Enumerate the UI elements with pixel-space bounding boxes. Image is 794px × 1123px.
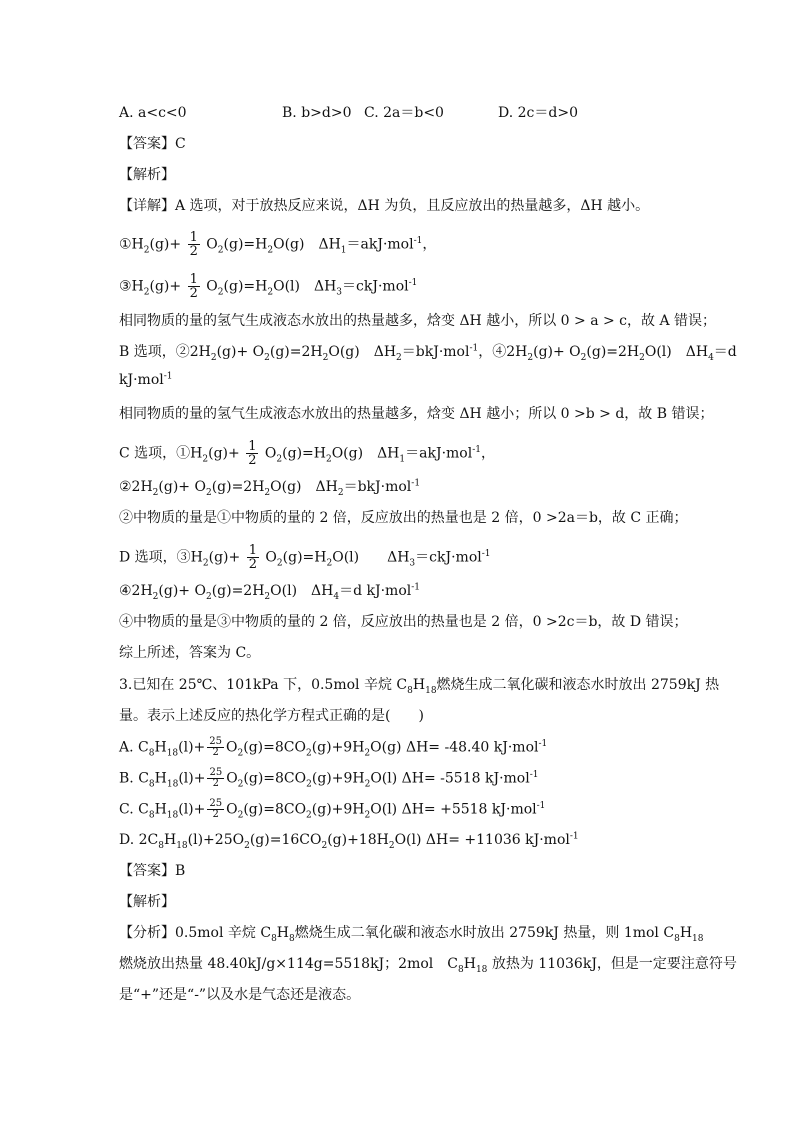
q3-option-c: C. $C_8H_{18}(l)+$ $\frac{25}{2}$ $O_2(g)=8CO_2(g)+9H_2O(l)$ ΔH= +5518 kJ·mol$^{-1}$ — [119, 798, 546, 821]
q3-answer-label: 【答案】B — [119, 863, 186, 879]
line-b-equations: B 选项，$②2H_2(g)+ O_2(g)=2H_2O(g)$ $\Delta H_2=bkJ\cdot mol^{-1}$，$④2H_2(g)+ O_2(g)=2H_2O(l)$ $\Delta H_4=d$ — [119, 343, 737, 363]
option-b: B. b>d>0 — [282, 105, 352, 121]
option-a: A. a<c<0 — [119, 105, 187, 121]
q3-fenxi-line-1: 【分析】0.5mol 辛烷 $C_8H_8$燃烧生成二氧化碳和液态水时放出 2759kJ 热量，则 1mol $C_8H_{18}$ — [119, 925, 704, 944]
line-c-conclusion: ②中物质的量是①中物质的量的 2 倍，反应放出的热量也是 2 倍，0 >2a＝b，故 C 正确； — [119, 510, 688, 526]
q3-option-d: D. $2C_8H_{18}(l)+25O_2(g)=16CO_2(g)+18H_2O(l)$ ΔH= +11036 kJ·mol$^{-1}$ — [119, 831, 579, 851]
equation-1: $①H_2(g)+$ $\frac{1}{2}$ $O_2(g)=H_2O(g)$ $\Delta H_1=akJ\cdot mol^{-1}$， — [119, 230, 437, 259]
line-c-equation-1: C 选项，$①H_2(g)+$ $\frac{1}{2}$ $O_2(g)=H_2O(g)$ $\Delta H_1=akJ\cdot mol^{-1}$， — [119, 439, 495, 468]
line-b-conclusion: 相同物质的量的氢气生成液态水放出的热量越多，焓变 ΔH 越小；所以 0 >b > d，故 B 错误； — [119, 406, 714, 422]
q3-fenxi-line-2: 燃烧放出热量 48.40kJ/g×114g=5518kJ；2mol $C_8H_{18}$ 放热为 11036kJ，但是一定要注意符号 — [119, 956, 737, 975]
q3-fenxi-line-3: 是“+”还是“-”以及水是气态还是液态。 — [119, 987, 361, 1003]
answer-label: 【答案】C — [119, 136, 186, 152]
analysis-label: 【解析】 — [119, 167, 175, 183]
summary: 综上所述，答案为 C。 — [119, 645, 261, 661]
option-c: C. 2a＝b<0 — [364, 105, 444, 121]
line-c-equation-2: $②2H_2(g)+ O_2(g)=2H_2O(g)$ $\Delta H_2=bkJ\cdot mol^{-1}$ — [119, 478, 421, 498]
q3-option-a: A. $C_8H_{18}(l)+$ $\frac{25}{2}$ $O_2(g)=8CO_2(g)+9H_2O(g)$ ΔH= -48.40 kJ·mol$^{-1}$ — [119, 736, 548, 759]
line-d-equation-2: $④2H_2(g)+ O_2(g)=2H_2O(l)$ $\Delta H_4=d$ kJ·mol$^{-1}$ — [119, 582, 421, 602]
line-a-conclusion: 相同物质的量的氢气生成液态水放出的热量越多，焓变 ΔH 越小，所以 0 > a > c，故 A 错误； — [119, 313, 717, 329]
q3-analysis-label: 【解析】 — [119, 894, 175, 910]
q3-option-b: B. $C_8H_{18}(l)+$ $\frac{25}{2}$ $O_2(g)=8CO_2(g)+9H_2O(l)$ ΔH= -5518 kJ·mol$^{-1}$ — [119, 767, 539, 790]
q3-stem-line-2: 量。表示上述反应的热化学方程式正确的是( ) — [119, 708, 424, 724]
line-d-equation-1: D 选项，$③H_2(g)+$ $\frac{1}{2}$ $O_2(g)=H_2O(l)$ $\Delta H_3=ckJ\cdot mol^{-1}$ — [119, 543, 491, 572]
equation-3: $③H_2(g)+$ $\frac{1}{2}$ $O_2(g)=H_2O(l)$ $\Delta H_3=ckJ\cdot mol^{-1}$ — [119, 272, 418, 301]
line-d-conclusion: ④中物质的量是③中物质的量的 2 倍，反应放出的热量也是 2 倍，0 >2c＝b，故 D 错误； — [119, 614, 688, 630]
q3-stem-line-1: 3.已知在 25℃、101kPa 下，0.5mol 辛烷 $C_8H_{18}$燃烧生成二氧化碳和液态水时放出 2759kJ 热 — [119, 677, 720, 696]
detail-intro: 【详解】A 选项，对于放热反应来说，ΔH 为负，且反应放出的热量越多，ΔH 越小。 — [119, 198, 650, 214]
line-b-unit: kJ·mol$^{-1}$ — [119, 371, 173, 388]
option-d: D. 2c＝d>0 — [498, 105, 578, 121]
